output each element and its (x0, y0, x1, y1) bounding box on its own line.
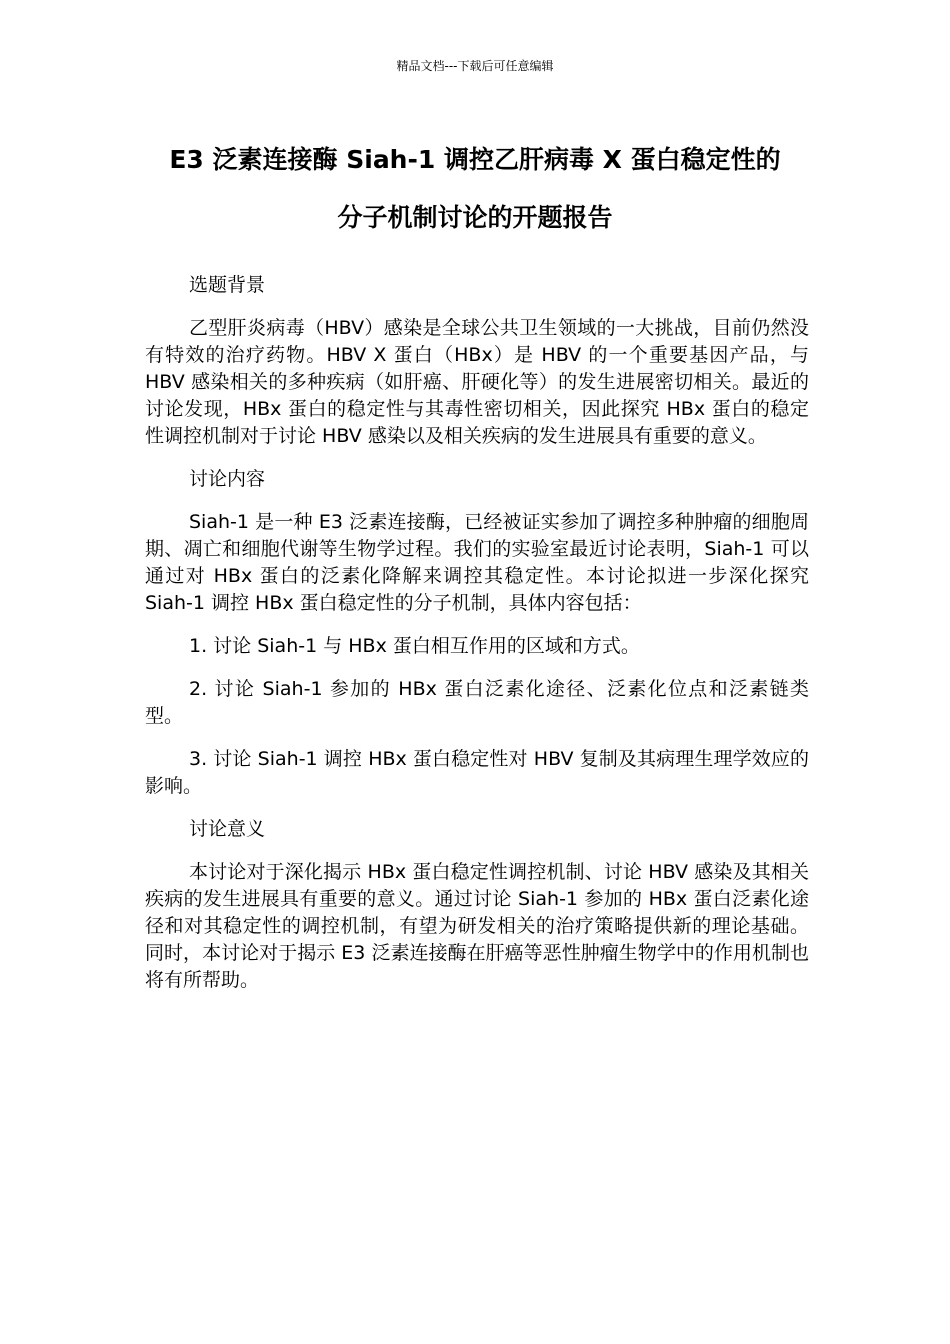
title-line-2: 分子机制讨论的开题报告 (337, 203, 613, 232)
section-heading-significance: 讨论意义 (189, 818, 266, 840)
section-heading-background: 选题背景 (189, 274, 266, 296)
list-item: 3. 讨论 Siah-1 调控 HBx 蛋白稳定性对 HBV 复制及其病理生理学效应的影响。 (145, 748, 809, 797)
paragraph-significance: 本讨论对于深化揭示 HBx 蛋白稳定性调控机制、讨论 HBV 感染及其相关疾病的发生进展具有重要的意义。通过讨论 Siah-1 参加的 HBx 蛋白泛素化途径和对其稳定性的调控机制，有望为研发相关的治疗策略提供新的理论基础。同时，本讨论对于揭示 E3 泛素连接酶在肝癌等恶性肿瘤生物学中的作用机制也将有所帮助。 (145, 861, 809, 991)
paragraph-content: Siah-1 是一种 E3 泛素连接酶，已经被证实参加了调控多种肿瘤的细胞周期、凋亡和细胞代谢等生物学过程。我们的实验室最近讨论表明，Siah-1 可以通过对 HBx 蛋白的泛素化降解来调控其稳定性。本讨论拟进一步深化探究 Siah-1 调控 HBx 蛋白稳定性的分子机制，具体内容包括： (145, 511, 809, 614)
title-line-1: E3 泛素连接酶 Siah-1 调控乙肝病毒 X 蛋白稳定性的 (169, 145, 781, 174)
paragraph-background: 乙型肝炎病毒（HBV）感染是全球公共卫生领域的一大挑战，目前仍然没有特效的治疗药物。HBV X 蛋白（HBx）是 HBV 的一个重要基因产品，与 HBV 感染相关的多种疾病（如肝癌、肝硬化等）的发生进展密切相关。最近的讨论发现，HBx 蛋白的稳定性与其毒性密切相关，因此探究 HBx 蛋白的稳定性调控机制对于讨论 HBV 感染以及相关疾病的发生进展具有重要的意义。 (145, 317, 809, 447)
document-title (140, 131, 810, 247)
header-note: 精品文档---下载后可任意编辑 (396, 59, 554, 73)
document-body (145, 272, 809, 1010)
section-heading-content: 讨论内容 (189, 468, 266, 490)
list-item: 1. 讨论 Siah-1 与 HBx 蛋白相互作用的区域和方式。 (189, 635, 640, 657)
list-item: 2. 讨论 Siah-1 参加的 HBx 蛋白泛素化途径、泛素化位点和泛素链类型。 (145, 678, 809, 727)
